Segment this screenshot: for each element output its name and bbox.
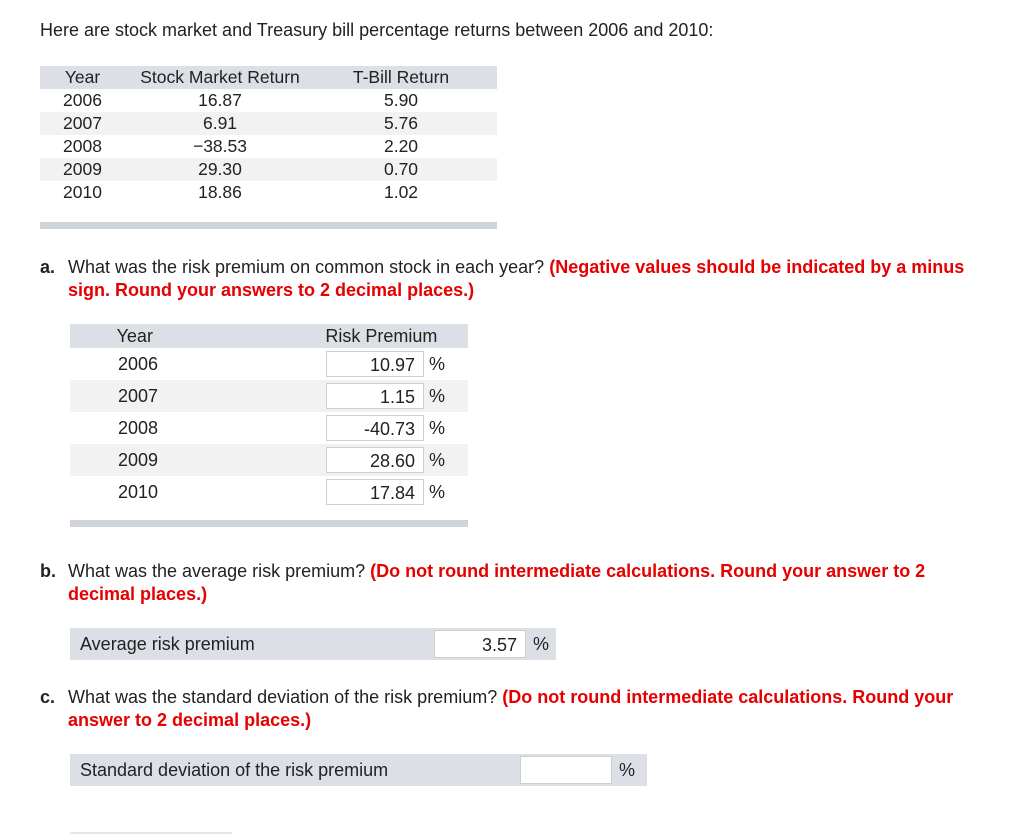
- percent-unit: %: [428, 385, 445, 406]
- table-header-row: [40, 66, 497, 89]
- cell-year: 2010: [63, 182, 102, 202]
- cell-year: 2006: [117, 353, 159, 374]
- cell-stock-return: 18.86: [198, 182, 242, 202]
- table-row: [70, 380, 468, 412]
- header-tbill-return: T-Bill Return: [352, 67, 450, 87]
- cell-year: 2009: [63, 159, 102, 179]
- question-instruction: (Do not round intermediate calculations. Round your answer to 2 decimal places.): [68, 687, 954, 730]
- standard-deviation-row: [70, 754, 647, 786]
- table-row: [40, 135, 497, 158]
- question-c: [40, 686, 978, 732]
- question-text: What was the risk premium on common stock in each year?: [68, 257, 545, 277]
- average-risk-premium-row: [70, 628, 556, 660]
- question-instruction: (Do not round intermediate calculations. Round your answer to 2 decimal places.): [68, 561, 926, 604]
- table-footer-bar: [70, 520, 468, 527]
- cell-tbill-return: 1.02: [383, 182, 419, 202]
- cell-stock-return: 29.30: [198, 159, 242, 179]
- table-header-row: [70, 324, 468, 348]
- field-label: Average risk premium: [80, 633, 255, 654]
- question-a: [40, 256, 978, 302]
- percent-unit: %: [428, 417, 445, 438]
- divider: [70, 832, 232, 834]
- risk-premium-input[interactable]: -40.73: [326, 415, 424, 441]
- table-row: [70, 348, 468, 380]
- percent-unit: %: [618, 759, 635, 780]
- table-row: [40, 89, 497, 112]
- risk-premium-input[interactable]: 10.97: [326, 351, 424, 377]
- cell-year: 2006: [63, 90, 102, 110]
- question-instruction: (Negative values should be indicated by a minus sign. Round your answers to 2 decimal places.): [68, 257, 965, 300]
- cell-tbill-return: 2.20: [383, 136, 419, 156]
- intro-text: Here are stock market and Treasury bill percentage returns between 2006 and 2010:: [40, 20, 714, 40]
- header-risk-premium: Risk Premium: [325, 325, 438, 346]
- table-row: [40, 158, 497, 181]
- percent-unit: %: [428, 481, 445, 502]
- cell-year: 2008: [63, 136, 102, 156]
- cell-stock-return: 6.91: [202, 113, 238, 133]
- header-year: Year: [116, 325, 153, 346]
- percent-unit: %: [532, 633, 549, 654]
- table-row: [70, 412, 468, 444]
- risk-premium-table: [70, 324, 468, 527]
- cell-stock-return: 16.87: [198, 90, 242, 110]
- table-row: [70, 476, 468, 508]
- percent-unit: %: [428, 449, 445, 470]
- cell-year: 2008: [117, 417, 159, 438]
- question-text: What was the standard deviation of the risk premium?: [68, 687, 498, 707]
- cell-tbill-return: 5.90: [383, 90, 419, 110]
- table-row: [70, 444, 468, 476]
- risk-premium-input[interactable]: 1.15: [326, 383, 424, 409]
- question-label: c.: [40, 687, 56, 707]
- table-row: [40, 112, 497, 135]
- cell-year: 2010: [117, 481, 159, 502]
- table-row: [40, 181, 497, 204]
- question-b: [40, 560, 978, 606]
- table-footer-bar: [40, 222, 497, 229]
- cell-tbill-return: 5.76: [383, 113, 419, 133]
- cell-year: 2007: [117, 385, 159, 406]
- standard-deviation-input[interactable]: [520, 756, 612, 784]
- cell-year: 2007: [63, 113, 102, 133]
- question-text: What was the average risk premium?: [68, 561, 366, 581]
- cell-year: 2009: [117, 449, 159, 470]
- header-stock-return: Stock Market Return: [140, 67, 300, 87]
- returns-table: [40, 66, 497, 229]
- header-year: Year: [64, 67, 101, 87]
- risk-premium-input[interactable]: 28.60: [326, 447, 424, 473]
- average-risk-premium-input[interactable]: 3.57: [434, 630, 526, 658]
- question-label: a.: [40, 257, 56, 277]
- cell-tbill-return: 0.70: [383, 159, 419, 179]
- question-label: b.: [40, 561, 56, 581]
- percent-unit: %: [428, 353, 445, 374]
- cell-stock-return: −38.53: [192, 136, 247, 156]
- risk-premium-input[interactable]: 17.84: [326, 479, 424, 505]
- field-label: Standard deviation of the risk premium: [80, 759, 389, 780]
